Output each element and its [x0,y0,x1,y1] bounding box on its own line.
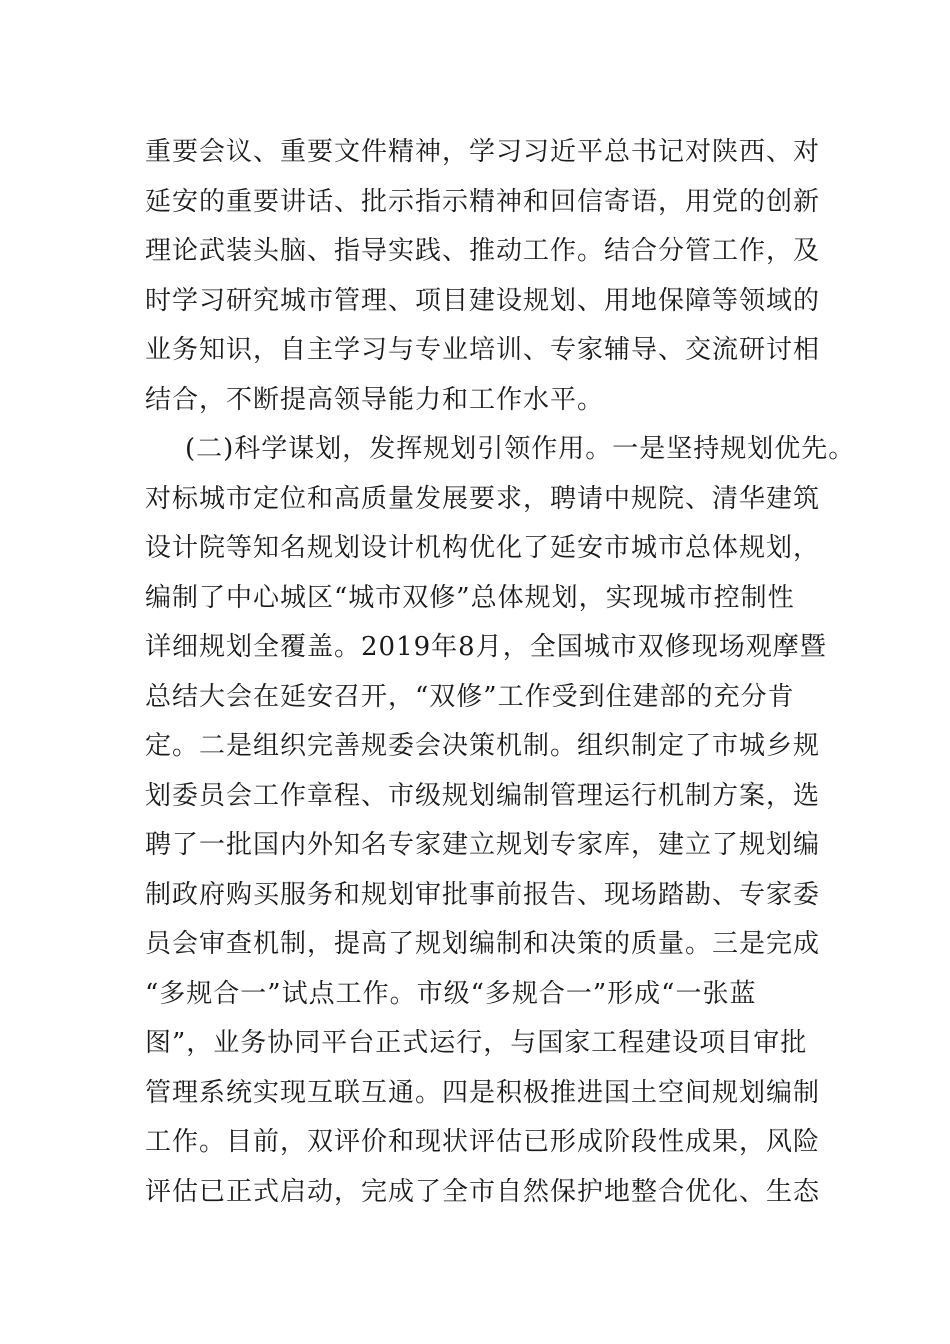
text-line: 评估已正式启动，完成了全市自然保护地整合优化、生态 [145,1176,821,1207]
text-line: 总结大会在延安召开，“双修”工作受到住建部的充分肯 [145,681,795,712]
text-line: 时学习研究城市管理、项目建设规划、用地保障等领域的 [145,285,821,316]
text-line: 定。二是组织完善规委会决策机制。组织制定了市城乡规 [145,731,821,761]
text-line: 对标城市定位和高质量发展要求，聘请中规院、清华建筑 [145,483,821,514]
text-line: 工作。目前，双评价和现状评估已形成阶段性成果，风险 [145,1127,821,1157]
text-line: 员会审查机制，提高了规划编制和决策的质量。三是完成 [145,929,821,959]
text-line: 编制了中心城区“城市双修”总体规划，实现城市控制性 [145,582,795,613]
text-line: 业务知识，自主学习与专业培训、专家辅导、交流研讨相 [145,335,821,365]
text-line: 制政府购买服务和规划审批事前报告、现场踏勘、专家委 [145,879,821,910]
text-line: “多规合一”试点工作。市级“多规合一”形成“一张蓝 [145,978,757,1009]
text-line: 重要会议、重要文件精神，学习习近平总书记对陕西、对 [145,137,821,167]
text-line: 延安的重要讲话、批示指示精神和回信寄语，用党的创新 [145,186,821,217]
section-heading-line: (二)科学谋划，发挥规划引领作用。一是坚持规划优先。 [185,434,856,464]
text-line: 理论武装头脑、指导实践、推动工作。结合分管工作，及 [145,236,821,266]
text-line: 结合，不断提高领导能力和工作水平。 [145,384,605,415]
text-line: 详细规划全覆盖。2019年8月，全国城市双修现场观摩暨 [145,632,827,662]
text-line: 聘了一批国内外知名专家建立规划专家库，建立了规划编 [145,830,821,860]
body-text [145,128,856,1217]
text-line: 管理系统实现互联互通。四是积极推进国土空间规划编制 [145,1077,821,1108]
text-line: 划委员会工作章程、市级规划编制管理运行机制方案，选 [145,780,821,811]
text-line: 图”，业务协同平台正式运行，与国家工程建设项目审批 [145,1028,808,1058]
text-line: 设计院等知名规划设计机构优化了延安市城市总体规划， [145,533,821,563]
